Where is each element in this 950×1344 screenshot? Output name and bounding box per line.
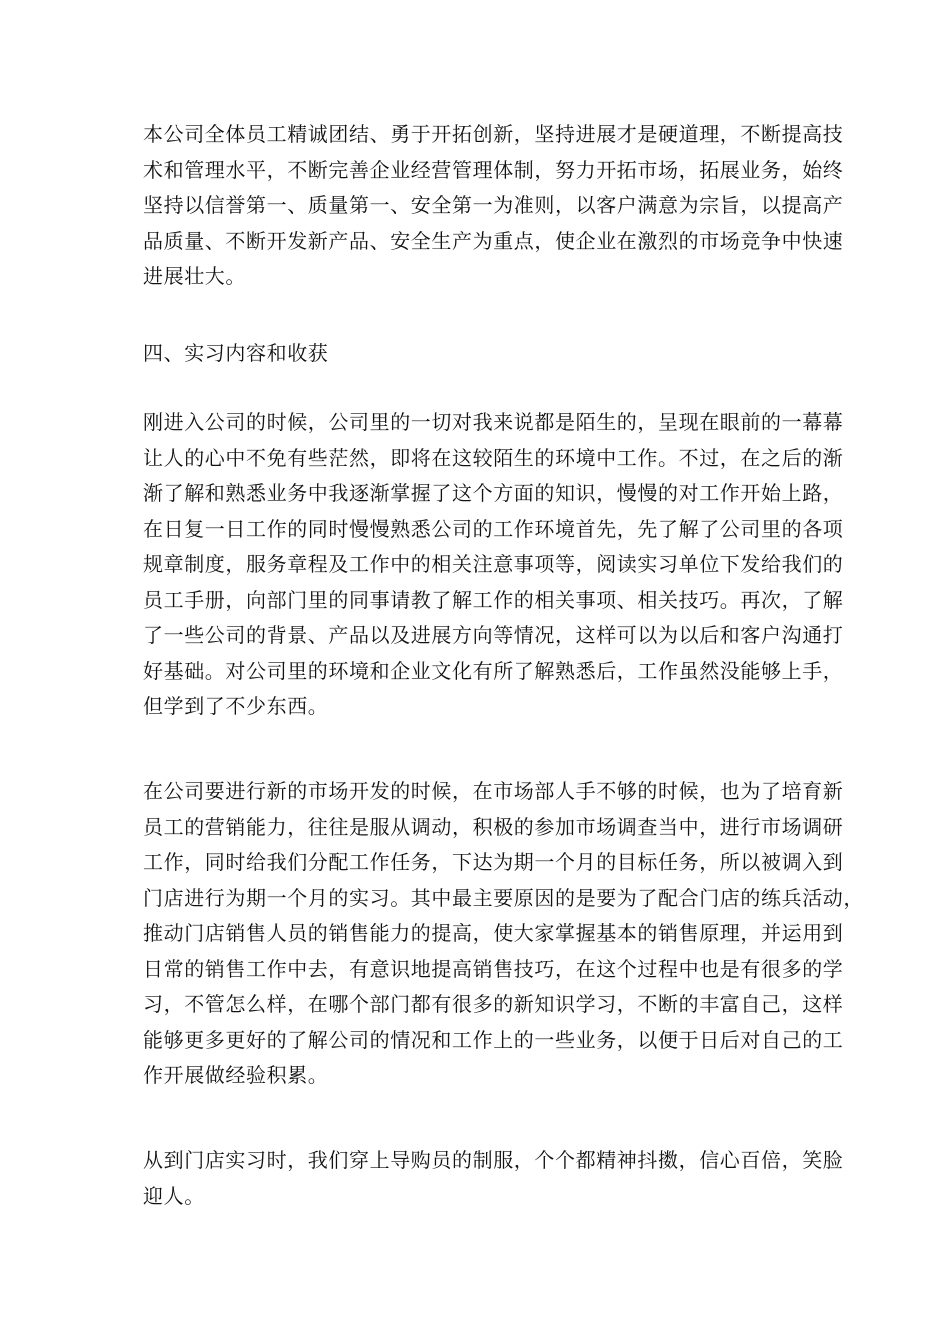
text-line: 术和管理水平，不断完善企业经营管理体制，努力开拓市场，拓展业务，始终 (143, 157, 844, 182)
text-line: 坚持以信誉第一、质量第一、安全第一为准则，以客户满意为宗旨，以提高产 (143, 193, 844, 217)
text-line: 进展壮大。 (143, 264, 246, 288)
text-line: 好基础。对公司里的环境和企业文化有所了解熟悉后，工作虽然没能够上手， (143, 658, 844, 683)
text-line: 工作，同时给我们分配工作任务，下达为期一个月的目标任务，所以被调入到 (143, 850, 844, 874)
text-line: 迎人。 (143, 1183, 205, 1208)
paragraph-market-development (143, 774, 864, 1094)
paragraph-first-days (143, 405, 844, 725)
text-line: 在日复一日工作的同时慢慢熟悉公司的工作环境首先，先了解了公司里的各项 (143, 516, 844, 541)
text-line: 在公司要进行新的市场开发的时候，在市场部人手不够的时候，也为了培育新 (143, 779, 844, 803)
paragraph-store-internship (143, 1143, 844, 1214)
text-line: 刚进入公司的时候，公司里的一切对我来说都是陌生的，呈现在眼前的一幕幕 (143, 410, 844, 434)
text-line: 从到门店实习时，我们穿上导购员的制服，个个都精神抖擞，信心百倍，笑脸 (143, 1148, 844, 1172)
section-heading (143, 336, 808, 372)
text-line: 习，不管怎么样，在哪个部门都有很多的新知识学习，不断的丰富自己，这样 (143, 992, 844, 1016)
text-line: 日常的销售工作中去，有意识地提高销售技巧，在这个过程中也是有很多的学 (143, 956, 844, 981)
text-line: 让人的心中不免有些茫然，即将在这较陌生的环境中工作。不过，在之后的渐 (143, 445, 844, 470)
text-line: 但学到了不少东西。 (143, 694, 329, 718)
text-line: 规章制度，服务章程及工作中的相关注意事项等，阅读实习单位下发给我们的 (143, 552, 844, 576)
text-line: 能够更多更好的了解公司的情况和工作上的一些业务，以便于日后对自己的工 (143, 1027, 844, 1052)
text-line: 员工的营销能力，往往是服从调动，积极的参加市场调查当中，进行市场调研 (143, 814, 844, 839)
text-line: 品质量、不断开发新产品、安全生产为重点，使企业在激烈的市场竞争中快速 (143, 228, 844, 253)
text-line: 作开展做经验积累。 (143, 1063, 329, 1087)
text-line: 本公司全体员工精诚团结、勇于开拓创新，坚持进展才是硬道理，不断提高技 (143, 122, 844, 146)
text-line: 推动门店销售人员的销售能力的提高，使大家掌握基本的销售原理，并运用到 (143, 921, 844, 945)
paragraph-company-culture (143, 117, 844, 295)
text-line: 员工手册，向部门里的同事请教了解工作的相关事项、相关技巧。再次，了解 (143, 587, 844, 612)
text-line: 渐了解和熟悉业务中我逐渐掌握了这个方面的知识，慢慢的对工作开始上路， (143, 481, 844, 505)
text-line: 门店进行为期一个月的实习。其中最主要原因的是要为了配合门店的练兵活动， (143, 885, 864, 910)
section-heading-text: 四、实习内容和收获 (143, 341, 329, 365)
text-line: 了一些公司的背景、产品以及进展方向等情况，这样可以为以后和客户沟通打 (143, 623, 844, 647)
